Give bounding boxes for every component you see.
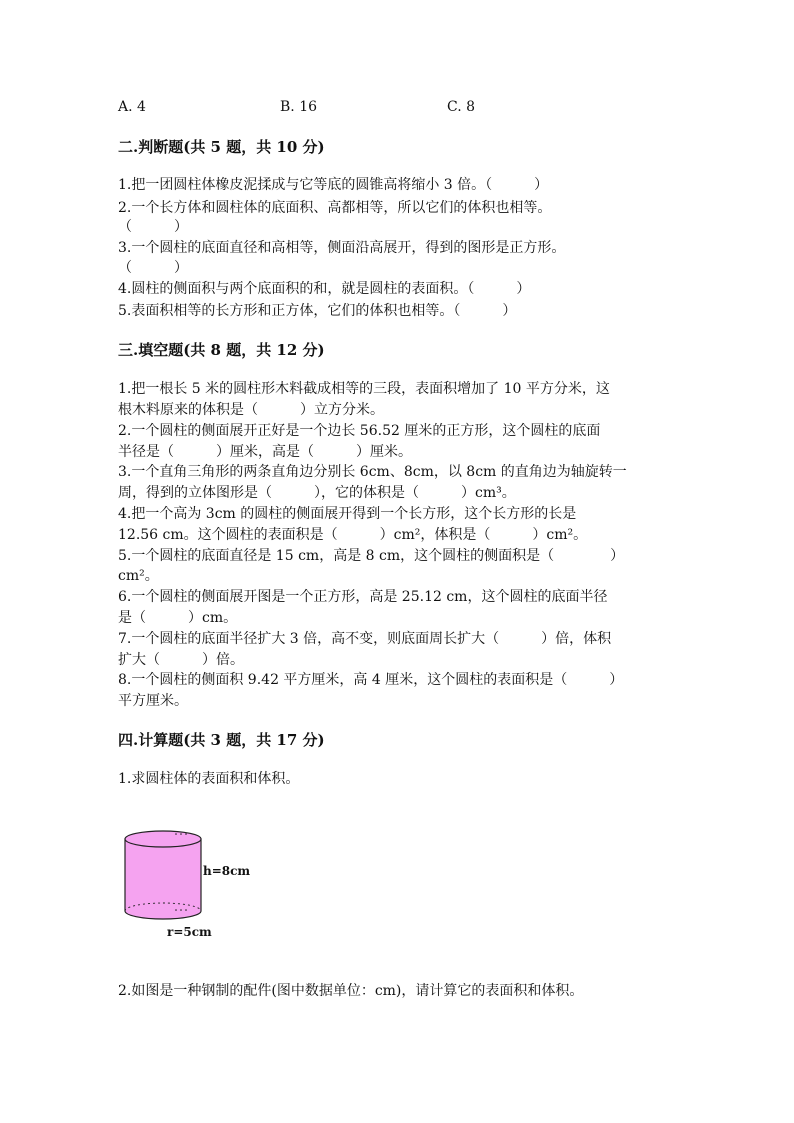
judgement-line: 2.一个长方体和圆柱体的底面积、高都相等，所以它们的体积也相等。: [118, 200, 552, 216]
fill-blank-line: 半径是（ ）厘米，高是（ ）厘米。: [118, 444, 412, 460]
fill-blank-line: 8.一个圆柱的侧面积 9.42 平方厘米，高 4 厘米，这个圆柱的表面积是（ ）: [118, 672, 624, 688]
fill-blank-line: cm²。: [118, 568, 159, 584]
fill-blank-line: 扩大（ ）倍。: [118, 652, 244, 668]
fill-blank-line: 3.一个直角三角形的两条直角边分别长 6cm、8cm，以 8cm 的直角边为轴旋转一: [118, 464, 627, 480]
section-heading-calculation: 四.计算题(共 3 题，共 17 分): [118, 731, 325, 749]
option-a: A. 4: [118, 99, 146, 115]
judgement-line: 1.把一团圆柱体橡皮泥揉成与它等底的圆锥高将缩小 3 倍。（ ）: [118, 177, 549, 193]
judgement-line: 5.表面积相等的长方形和正方体，它们的体积也相等。（ ）: [118, 303, 517, 319]
cylinder-body: [125, 839, 201, 919]
fill-blank-line: 2.一个圆柱的侧面展开正好是一个边长 56.52 厘米的正方形，这个圆柱的底面: [118, 423, 601, 439]
fill-blank-line: 平方厘米。: [118, 693, 188, 709]
radius-label: r=5cm: [167, 925, 212, 939]
option-b: B. 16: [280, 99, 318, 115]
calculation-question-1: 1.求圆柱体的表面积和体积。: [118, 771, 300, 787]
section-heading-fill-blank: 三.填空题(共 8 题，共 12 分): [118, 341, 325, 359]
fill-blank-line: 1.把一根长 5 米的圆柱形木料截成相等的三段，表面积增加了 10 平方分米，这: [118, 381, 610, 397]
height-label: h=8cm: [203, 864, 251, 878]
section-heading-judgement: 二.判断题(共 5 题，共 10 分): [118, 138, 325, 156]
cylinder-figure: [118, 822, 208, 922]
fill-blank-line: 12.56 cm。这个圆柱的表面积是（ ）cm²，体积是（ ）cm²。: [118, 527, 588, 543]
fill-blank-line: 周，得到的立体图形是（ ），它的体积是（ ）cm³。: [118, 485, 516, 501]
judgement-line: （ ）: [118, 219, 188, 235]
option-c: C. 8: [447, 99, 476, 115]
judgement-line: 4.圆柱的侧面积与两个底面积的和，就是圆柱的表面积。（ ）: [118, 281, 531, 297]
fill-blank-line: 是（ ）cm。: [118, 610, 238, 626]
judgement-line: 3.一个圆柱的底面直径和高相等，侧面沿高展开，得到的图形是正方形。: [118, 240, 566, 256]
fill-blank-line: 6.一个圆柱的侧面展开图是一个正方形，高是 25.12 cm，这个圆柱的底面半径: [118, 589, 608, 605]
cylinder-top-face: [125, 831, 201, 847]
judgement-line: （ ）: [118, 260, 188, 276]
fill-blank-line: 4.把一个高为 3cm 的圆柱的侧面展开得到一个长方形，这个长方形的长是: [118, 506, 577, 522]
calculation-question-2: 2.如图是一种钢制的配件(图中数据单位：cm)，请计算它的表面积和体积。: [118, 983, 584, 999]
fill-blank-line: 7.一个圆柱的底面半径扩大 3 倍，高不变，则底面周长扩大（ ）倍，体积: [118, 631, 612, 647]
fill-blank-line: 5.一个圆柱的底面直径是 15 cm，高是 8 cm，这个圆柱的侧面积是（ ）: [118, 548, 625, 564]
fill-blank-line: 根木料原来的体积是（ ）立方分米。: [118, 402, 384, 418]
